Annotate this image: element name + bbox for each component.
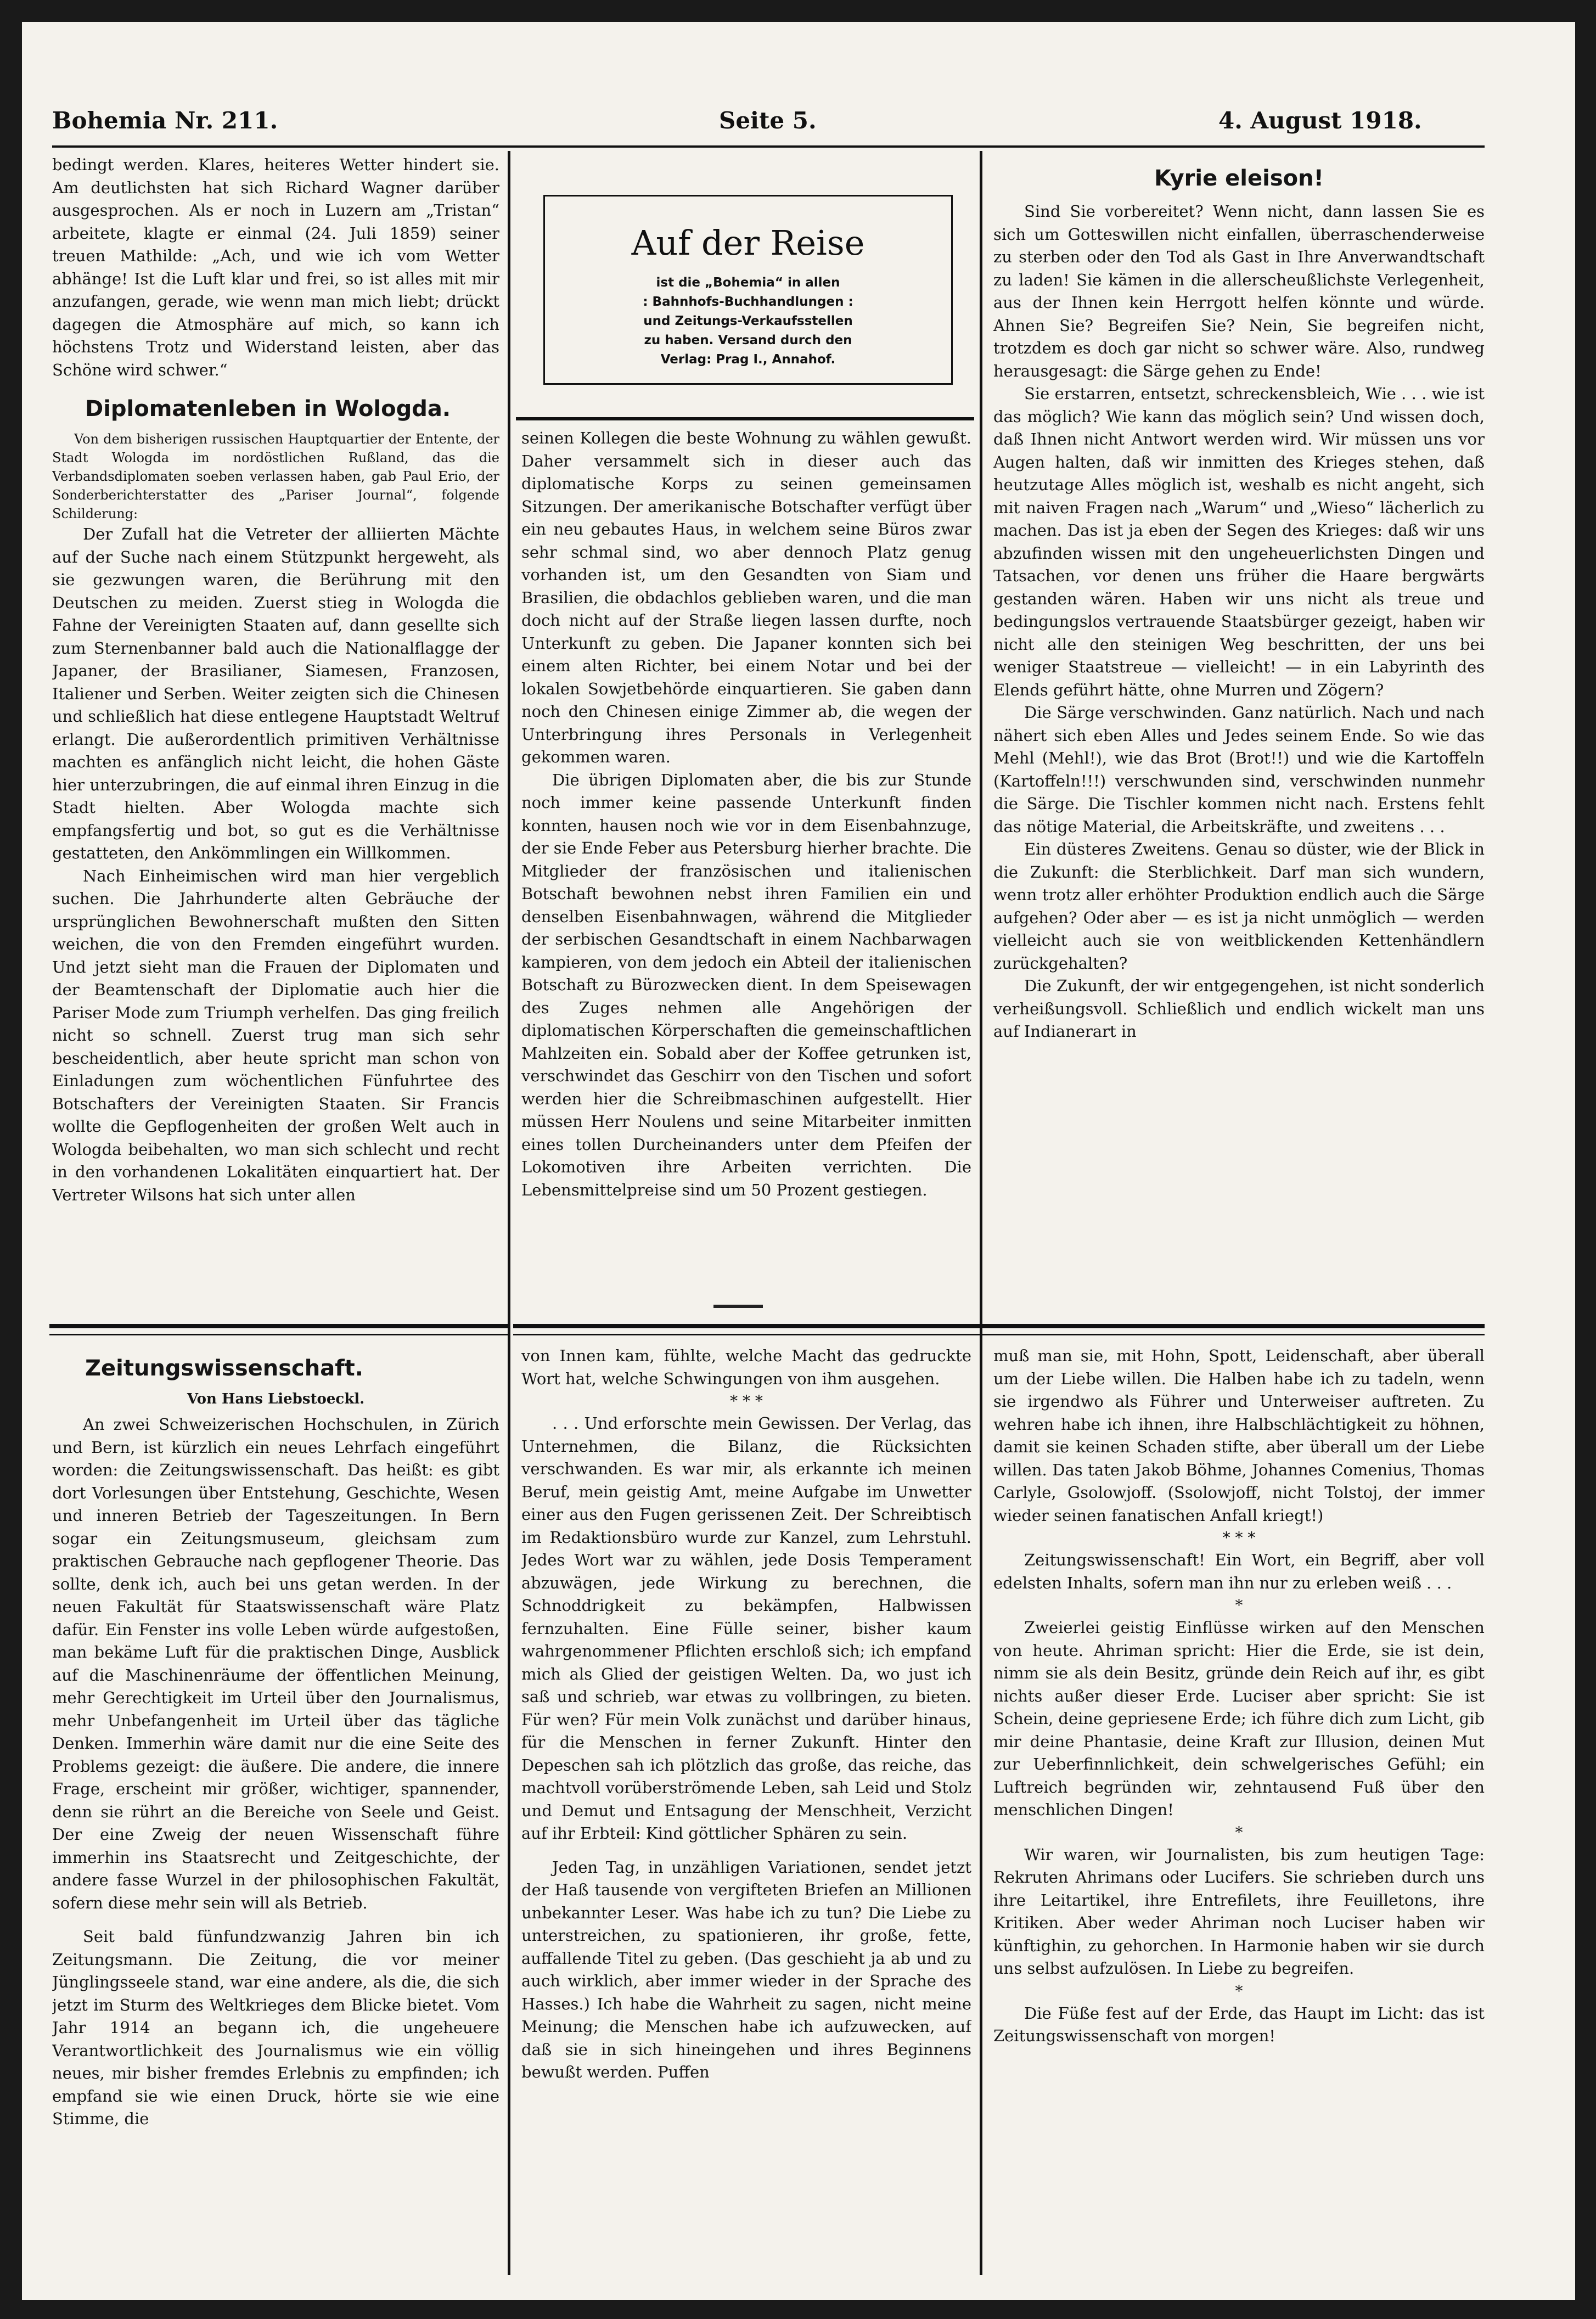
- advertisement-box: [543, 195, 953, 385]
- section-rule-right-thin: [513, 1334, 1485, 1335]
- advertisement-text: [545, 273, 951, 369]
- newspaper-page: [22, 22, 1575, 2300]
- advertisement-line: ist die „Bohemia“ in allen: [656, 276, 840, 290]
- closing-flourish: [713, 1305, 763, 1308]
- zeitung-paragraph: Zeitungswissenschaft! Ein Wort, ein Begriff, aber voll edelsten Inhalts, sofern man ihn nur zu erleben weiß . . .: [993, 1551, 1485, 1592]
- advertisement-title: Auf der Reise: [631, 223, 865, 263]
- diplomats-paragraph: Die übrigen Diplomaten aber, die bis zur Stunde noch immer keine passende Unterkunft finden konnten, hausen noch wie vor in dem Eisenbahnzuge, der sie Ende Feber aus Petersburg hierher brachte. Die Mitglieder der französischen und italienischen Botschaft bewohnen nebst ihren Familien ein und denselben Eisenbahnwagen, während die Mitglieder der serbischen Gesandtschaft in einem Nachbarwagen kampieren, von dem jedoch ein Abteil der italienischen Botschaft zu Bürozwecken dient. In dem Speisewagen des Zuges nehmen alle Angehörigen der diplomatischen Körperschaften die gemeinschaftlichen Mahlzeiten ein. Sobald aber der Koffee getrunken ist, verschwindet das Geschirr von den Tischen und sofort werden hier die Schreibmaschinen aufgestellt. Hier müssen Herr Noulens und seine Mitarbeiter inmitten eines tollen Durcheinanders unter dem Pfeifen der Lokomotiven ihre Arbeiten verrichten. Die Lebensmittelpreise sind um 50 Prozent gestiegen.: [521, 770, 971, 1199]
- column-1-top: [52, 154, 499, 1317]
- zeitung-headline: Zeitungswissenschaft.: [85, 1356, 363, 1381]
- section-rule-left: [49, 1324, 508, 1328]
- zeitung-byline: Von Hans Liebstoeckl.: [187, 1391, 365, 1407]
- zeitung-paragraph: Die Füße fest auf der Erde, das Haupt im Licht: das ist Zeitungswissenschaft von morgen!: [993, 2003, 1485, 2045]
- page-number: Seite 5.: [719, 107, 817, 134]
- section-separator: *: [1235, 1596, 1243, 1614]
- section-separator: * * *: [730, 1392, 763, 1410]
- column-1-bottom: [52, 1353, 499, 2281]
- zeitung-paragraph: Seit bald fünfundzwanzig Jahren bin ich Zeitungsmann. Die Zeitung, die vor meiner Jünglingsseele stand, war eine andere, als die, die sich jetzt im Sturm des Weltkrieges dem Blicke bietet. Vom Jahr 1914 an begann ich, die ungeheuere Verantwortlichkeit des Journalismus wie ein völlig neues, mir bisher fremdes Erlebnis zu empfinden; ich empfand sie wie einen Druck, hörte sie wie eine Stimme, die: [52, 1927, 499, 2128]
- section-separator: *: [1235, 1981, 1243, 2000]
- kyrie-paragraph: Die Zukunft, der wir entgegengehen, ist nicht sonderlich verheißungsvoll. Schließlich und endlich wickelt man uns auf Indianerart in: [993, 976, 1485, 1041]
- masthead-left: Bohemia Nr. 211.: [52, 107, 278, 134]
- column-3-bottom: [993, 1345, 1485, 2281]
- column-2-bottom: [521, 1345, 971, 2281]
- kyrie-paragraph: Sind Sie vorbereitet? Wenn nicht, dann lassen Sie es sich um Gotteswillen nicht einfallen, überraschenderweise zu sterben oder den Tod als Gast in Ihre Anverwandtschaft zu laden! Sie kämen in die allerscheußlichste Verlegenheit, aus der Ihnen kein Herrgott helfen könnte und würde. Ahnen Sie? Begreifen Sie? Nein, Sie begreifen nicht, trotzdem es doch gar nicht so schwer wäre. Also, rundweg herausgesagt: die Särge gehen zu Ende!: [993, 202, 1485, 380]
- zeitung-paragraph: von Innen kam, fühlte, welche Macht das gedruckte Wort hat, welche Schwingungen von ihm ausgehen.: [521, 1346, 971, 1388]
- diplomats-lead: Von dem bisherigen russischen Hauptquartier der Entente, der Stadt Wologda im nordöstlichen Rußland, das die Verbandsdiplomaten soeben verlassen haben, gab Paul Erio, der Sonderberichterstatter des „Pariser Journal“, folgende Schilderung:: [52, 431, 499, 521]
- advertisement-line: zu haben. Versand durch den: [644, 333, 852, 347]
- diplomats-headline: Diplomatenleben in Wologda.: [85, 396, 451, 422]
- column-rule-2: [980, 151, 982, 2275]
- diplomats-paragraph: Der Zufall hat die Vetreter der alliierten Mächte auf der Suche nach einem Stützpunkt hergeweht, als sie gezwungen waren, die Berührung mit den Deutschen zu meiden. Zuerst stieg in Wologda die Fahne der Vereinigten Staaten auf, dann gesellte sich zum Sternenbanner bald auch die Nationalflagge der Japaner, der Brasilianer, Siamesen, Franzosen, Italiener und Serben. Weiter zeigten sich die Chinesen und schließlich hat diese entlegene Hauptstadt Weltruf erlangt. Die außerordentlich primitiven Verhältnisse machten es anfänglich nicht leicht, die hohen Gäste hier unterzubringen, die auf einmal ihren Einzug in die Stadt hielten. Aber Wologda machte sich empfangsfertig und bot, so gut es die Verhältnisse gestatteten, den Ankömmlingen ein Willkommen.: [52, 525, 499, 862]
- kyrie-paragraph: Ein düsteres Zweitens. Genau so düster, wie der Blick in die Zukunft: die Sterblichkeit. Darf man sich wundern, wenn trotz aller erhöhter Produktion endlich auch die Särge aufgehen? Oder aber — es ist ja nicht unmöglich — werden vielleicht auch sie von weitblickenden Kettenhändlern zurückgehalten?: [993, 840, 1485, 973]
- section-separator: * * *: [1222, 1529, 1256, 1547]
- zeitung-paragraph: Zweierlei geistig Einflüsse wirken auf den Menschen von heute. Ahriman spricht: Hier die Erde, sie ist dein, nimm sie als dein Besitz, gründe dein Reich auf ihr, es gibt nichts außer dieser Erde. Luciser aber spricht: Sie ist Schein, deine gepriesene Erde; ich führe dich zum Licht, gib mir deine Phantasie, deine Kraft zur Illusion, deinen Mut zur Ueberfinnlichkeit, dein schwelgerisches Gefühl; ein Luftreich begründen wir, zehntausend Fuß über den menschlichen Dingen!: [993, 1618, 1485, 1819]
- issue-date: 4. August 1918.: [1218, 107, 1422, 134]
- advertisement-line: : Bahnhofs-Buchhandlungen :: [643, 295, 853, 309]
- advertisement-line: und Zeitungs-Verkaufsstellen: [643, 314, 853, 328]
- zeitung-paragraph: An zwei Schweizerischen Hochschulen, in Zürich und Bern, ist kürzlich ein neues Lehrfach eingeführt worden: die Zeitungswissenschaft. Das heißt: es gibt dort Vorlesungen über Entstehung, Geschichte, Wesen und inneren Betrieb der Tageszeitungen. In Bern sogar ein Zeitungsmuseum, gleichsam zum praktischen Gebrauche nach gepflogener Theorie. Das sollte, denk ich, auch bei uns getan werden. In der neuen Fakultät für Staatswissenschaft wäre Platz dafür. Ein Fenster ins volle Leben würde aufgestoßen, man bekäme Luft für die praktischen Dinge, Ausblick auf die Maschinenräume der öffentlichen Meinung, mehr Gerechtigkeit im Urteil über den Journalismus, mehr Unbefangenheit im Urteil über das tägliche Denken. Immerhin wäre damit nur die eine Seite des Problems gezeigt: die äußere. Die andere, die innere Frage, erscheint mir größer, wichtiger, spannender, denn sie rührt an die Bereiche von Seele und Geist. Der eine Zweig der neuen Wissenschaft führe immerhin ins Staatsrecht und Zeitgeschichte, der andere fasse Wurzel in der philosophischen Fakultät, sofern diese mehr sein will als Betrieb.: [52, 1415, 499, 1912]
- kyrie-paragraph: Sie erstarren, entsetzt, schreckensbleich, Wie . . . wie ist das möglich? Wie kann das möglich sein? Und wissen doch, daß Ihnen nicht Antwort werden wird. Wir müssen uns vor Augen halten, daß wir inmitten des Krieges stehen, daß heutzutage Alles möglich ist, weshalb es nicht angeht, sich mit naiven Fragen nach „Warum“ und „Wieso“ lächerlich zu machen. Das ist ja eben der Segen des Krieges: daß wir uns abzufinden wissen mit den ungeheuerlichsten Dingen und Tatsachen, vor denen uns früher die Haare bergwärts gestanden wären. Haben wir uns nicht als treue und bedingungslos vertrauende Staatsbürger gezeigt, haben wir nicht alle den steinigen Weg beschritten, der uns bei weniger Staatstreue — vielleicht! — in ein Labyrinth des Elends geführt hätte, ohne Murren und Zögern?: [993, 384, 1485, 699]
- header-rule: [52, 145, 1485, 148]
- column-rule-1: [508, 151, 510, 2275]
- column-2-top: [521, 427, 971, 1300]
- kyrie-headline: Kyrie eleison!: [1154, 166, 1324, 191]
- column-3-top: [993, 162, 1485, 1317]
- zeitung-paragraph: Wir waren, wir Journalisten, bis zum heutigen Tage: Rekruten Ahrimans oder Lucifers. Sie schrieben durch uns ihre Leitartikel, ihre Entrefilets, ihre Feuilletons, ihre Kritiken. Aber weder Ahriman noch Luciser haben wir künftighin, zu gehorchen. In Harmonie haben wir sie durch uns selbst aufzulösen. In Liebe zu begreifen.: [993, 1845, 1485, 1978]
- zeitung-paragraph: muß man sie, mit Hohn, Spott, Leidenschaft, aber überall um der Liebe willen. Die Halben habe ich zu tadeln, wenn sie irgendwo als Führer und Unterweiser auftreten. Zu wehren habe ich ihnen, ihre Halbschlächtigkeit zu höhnen, damit sie keinen Schaden stifte, aber überall um der Liebe willen. Das taten Jakob Böhme, Johannes Comenius, Thomas Carlyle, Gsolowjoff. (Ssolowjoff, nicht Tolstoj, der immer wieder seinen fanatischen Anfall kriegt!): [993, 1346, 1485, 1525]
- advertisement-line: Verlag: Prag I., Annahof.: [660, 352, 836, 367]
- diplomats-paragraph: seinen Kollegen die beste Wohnung zu wählen gewußt. Daher versammelt sich in dieser auch das diplomatische Korps zu seinen gemeinsamen Sitzungen. Der amerikanische Botschafter verfügt über ein neu gebautes Haus, in welchem seine Büros zwar sehr schmal sind, wo aber dennoch Platz genug vorhanden ist, um den Gesandten von Siam und Brasilien, die obdachlos geblieben waren, und die man doch nicht auf der Straße liegen lassen durfte, noch Unterkunft zu geben. Die Japaner konnten sich bei einem alten Richter, bei einem Notar und bei der lokalen Sowjetbehörde einquartieren. Sie gaben dann noch den Chinesen einige Zimmer ab, die wegen der Unterbringung ihres Personals in Verlegenheit gekommen waren.: [521, 429, 971, 766]
- zeitung-paragraph: . . . Und erforschte mein Gewissen. Der Verlag, das Unternehmen, die Bilanz, die Rücksichten verschwanden. Es war mir, als erkannte ich meinen Beruf, mein geistig Amt, meine Aufgabe im Unwetter einer aus den Fugen gerissenen Zeit. Der Schreibtisch im Redaktionsbüro wurde zur Kanzel, zum Lehrstuhl. Jedes Wort war zu wählen, jede Dosis Temperament abzuwägen, jede Wirkung zu berechnen, die Schnoddrigkeit zu bekämpfen, Halbwissen fernzuhalten. Eine Fülle seiner, bisher kaum wahrgenommener Pflichten erschloß sich; ich empfand mich als Glied der geistigen Welten. Da, wo just ich saß und schrieb, war etwas zu vollbringen, zu bieten. Für wen? Für mein Volk zunächst und darüber hinaus, für die Menschen in ferner Zukunft. Hinter den Depeschen sah ich plötzlich das große, das reiche, das machtvoll vorüberströmende Leben, sah Leid und Stolz und Demut und Entsagung der Menschheit, Verzicht auf ihr Erbteil: Kind göttlicher Sphären zu sein.: [521, 1414, 971, 1843]
- section-rule-left-thin: [49, 1334, 508, 1335]
- wagner-paragraph: bedingt werden. Klares, heiteres Wetter hindert sie. Am deutlichsten hat sich Richard Wagner darüber ausgesprochen. Als er noch in Luzern am „Tristan“ arbeitete, klagte er einmal (24. Juli 1859) seiner treuen Mathilde: „Ach, und wie ich vom Wetter abhänge! Ist die Luft klar und frei, so ist alles mit mir anzufangen, gerade, wie wenn man mich liebt; drückt dagegen die Atmosphäre auf mich, so kann ich höchstens Trotz und Widerstand leisten, aber das Schöne wird schwer.“: [52, 155, 499, 379]
- section-separator: *: [1235, 1823, 1243, 1841]
- zeitung-paragraph: Jeden Tag, in unzähligen Variationen, sendet jetzt der Haß tausende von vergifteten Briefen an Millionen unbekannter Leser. Was habe ich zu tun? Die Liebe zu unterstreichen, zu spationieren, ihr große, fette, auffallende Titel zu geben. (Das geschieht ja ab und zu auch wirklich, aber immer wieder in der Sprache des Hasses.) Ich habe die Wahrheit zu sagen, nicht meine Meinung; die Menschen habe ich aufzuwecken, auf daß sie in sich hineingehen und ihres Beginnens bewußt werden. Puffen: [521, 1857, 971, 2081]
- section-rule-right: [513, 1324, 1485, 1328]
- ad-bottom-rule: [516, 417, 974, 420]
- kyrie-paragraph: Die Särge verschwinden. Ganz natürlich. Nach und nach nähert sich eben Alles und Jedes seinem Ende. So wie das Mehl (Mehl!), wie das Brot (Brot!!) und wie die Kartoffeln (Kartoffeln!!!) verschwunden sind, verschwinden nunmehr die Särge. Die Tischler kommen nicht nach. Erstens fehlt das nötige Material, die Arbeitskräfte, und zweitens . . .: [993, 703, 1485, 836]
- diplomats-paragraph: Nach Einheimischen wird man hier vergeblich suchen. Die Jahrhunderte alten Gebräuche der ursprünglichen Bewohnerschaft mußten den Sitten weichen, die von den Fremden eingeführt wurden. Und jetzt sieht man die Frauen der Diplomaten und der Beamtenschaft der Diplomatie auch hier die Pariser Mode zum Triumph verhelfen. Das ging freilich nicht so schnell. Zuerst trug man sich sehr bescheidentlich, aber heute spricht man schon von Einladungen zum wöchentlichen Fünfuhrtee des Botschafters der Vereinigten Staaten. Sir Francis wollte die Gepflogenheiten der großen Welt auch in Wologda beibehalten, wo man sich schlecht und recht in den vorhandenen Lokalitäten einquartiert hat. Der Vertreter Wilsons hat sich unter allen: [52, 866, 499, 1204]
